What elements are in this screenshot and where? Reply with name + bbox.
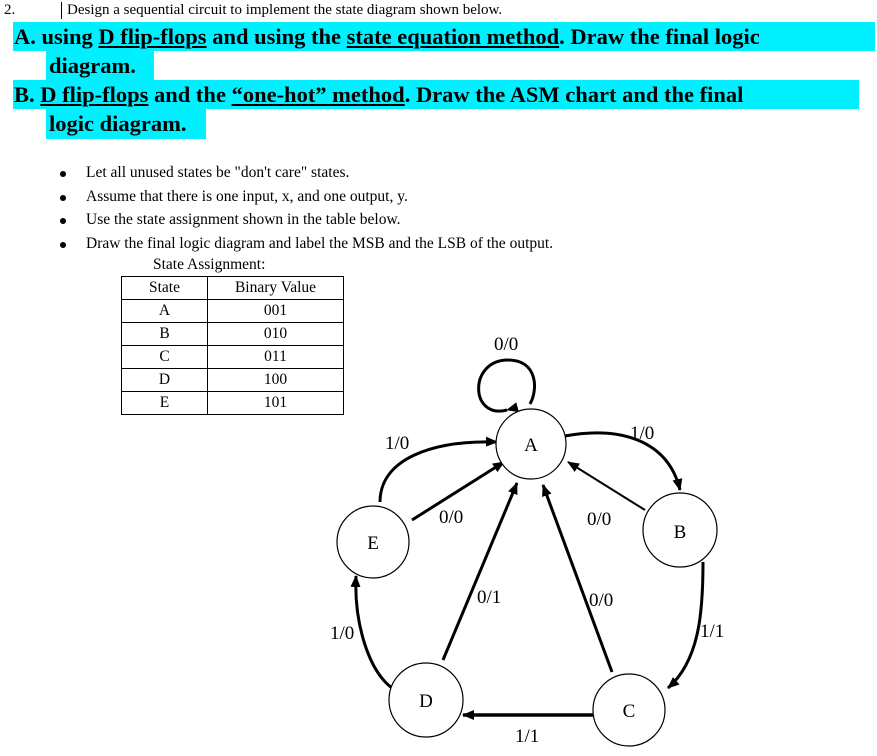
question-text: Design a sequential circuit to implement the state diagram shown below.	[67, 2, 503, 18]
column-header-binary-value: Binary Value	[208, 277, 344, 300]
bullet-item: Assume that there is one input, x, and one output, y.	[60, 187, 553, 211]
state-cell: C	[122, 346, 208, 369]
part-a-text2: and using the	[206, 24, 347, 49]
binary-cell: 100	[208, 369, 344, 392]
transition-arrow-a-self	[479, 360, 535, 411]
transition-arrow-a-b	[565, 433, 680, 490]
state-label-e: E	[367, 533, 379, 554]
part-a-text1: using	[41, 24, 99, 49]
state-node-a	[496, 409, 566, 479]
label-b-a: 0/0	[587, 509, 612, 530]
state-node-e	[337, 506, 409, 578]
table-title: State Assignment:	[153, 256, 266, 273]
transition-arrow-d-e	[356, 576, 392, 688]
label-d-a: 0/1	[477, 587, 502, 608]
state-label-a: A	[524, 435, 538, 456]
binary-cell: 010	[208, 323, 344, 346]
part-b-line2: logic diagram.	[49, 111, 187, 136]
part-b-underline1: D flip-flops	[40, 82, 149, 107]
state-label-c: C	[622, 701, 636, 722]
transition-arrow-b-a	[568, 462, 645, 510]
transition-arrow-b-c	[668, 562, 703, 688]
label-d-e: 1/0	[330, 623, 355, 644]
question-number: 2.	[4, 2, 16, 18]
state-node-b	[643, 493, 717, 567]
part-b-underline2: “one-hot” method	[231, 82, 405, 107]
state-node-c	[593, 674, 665, 746]
binary-cell: 011	[208, 346, 344, 369]
part-a-underline1: D flip-flops	[98, 24, 207, 49]
bullet-item: Use the state assignment shown in the table below.	[60, 210, 553, 234]
bullet-item: Let all unused states be "don't care" states.	[60, 163, 553, 187]
state-node-d	[389, 663, 463, 737]
state-label-b: B	[673, 522, 687, 543]
state-cell: A	[122, 300, 208, 323]
label-a-b: 1/0	[630, 423, 655, 444]
part-b-text1: and the	[148, 82, 232, 107]
part-a-line2: diagram.	[49, 53, 136, 78]
label-e-a-top: 1/0	[385, 433, 410, 454]
label-e-a: 0/0	[439, 507, 464, 528]
part-a-text3: . Draw the final logic	[559, 24, 760, 49]
label-c-a: 0/0	[589, 590, 614, 611]
column-header-state: State	[122, 277, 208, 300]
bullet-item: Draw the final logic diagram and label the MSB and the LSB of the output.	[60, 234, 553, 258]
part-b-text2: . Draw the ASM chart and the final	[404, 82, 744, 107]
label-b-c: 1/1	[700, 621, 725, 642]
part-a-underline2: state equation method	[346, 24, 560, 49]
binary-cell: 101	[208, 392, 344, 415]
binary-cell: 001	[208, 300, 344, 323]
state-label-d: D	[419, 691, 433, 712]
state-cell: B	[122, 323, 208, 346]
label-self-a: 0/0	[494, 334, 519, 355]
state-cell: D	[122, 369, 208, 392]
part-b-marker: B.	[14, 82, 35, 107]
state-cell: E	[122, 392, 208, 415]
label-c-d: 1/1	[515, 726, 540, 747]
part-a-marker: A.	[14, 24, 36, 49]
